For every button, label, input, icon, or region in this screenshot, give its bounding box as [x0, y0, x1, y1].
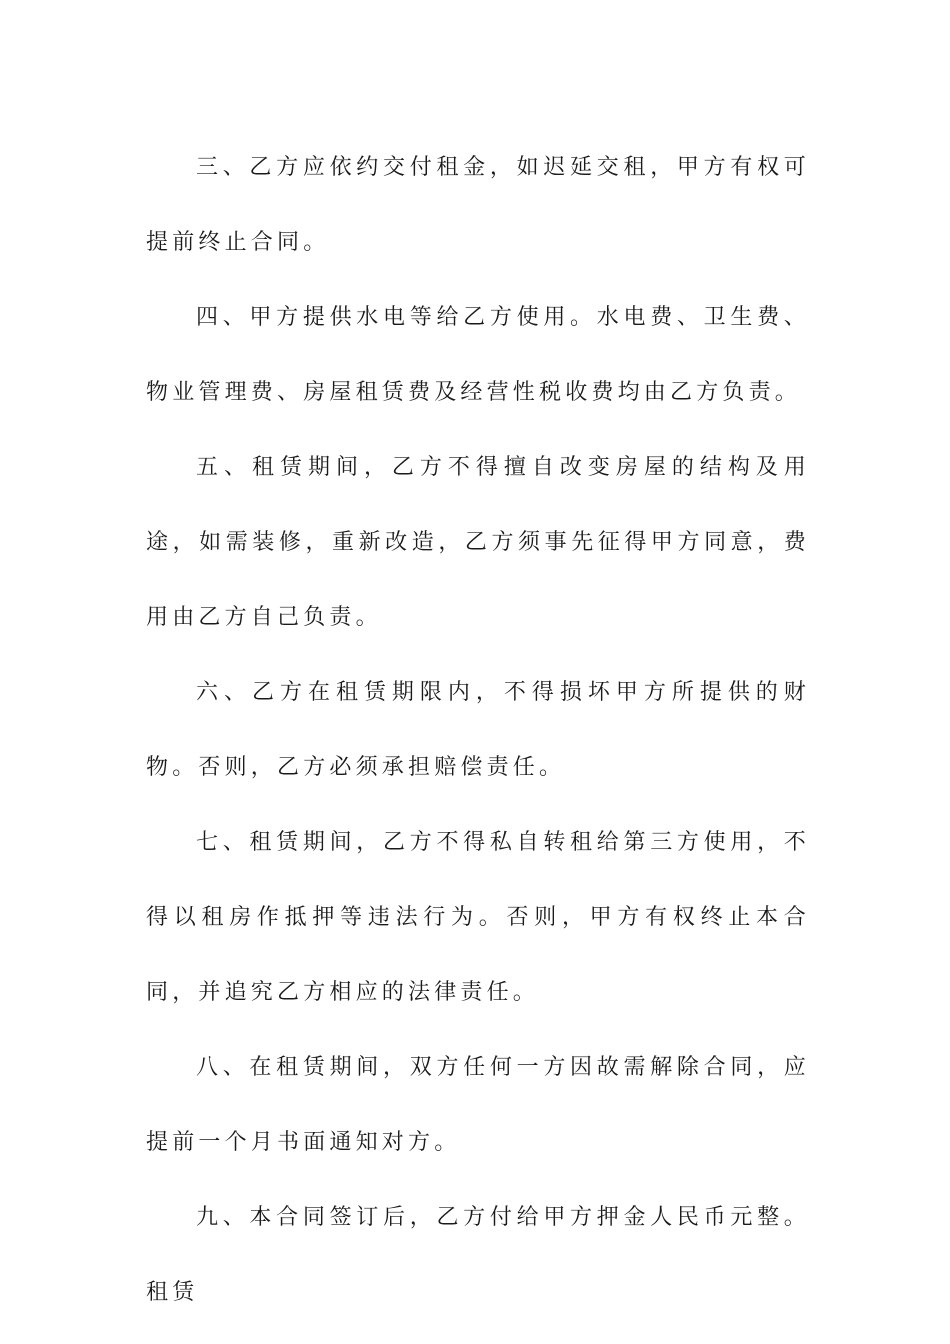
clause-6: 六、乙方在租赁期限内，不得损坏甲方所提供的财物。否则，乙方必须承担赔偿责任。 [146, 680, 810, 780]
clause-7: 七、租赁期间，乙方不得私自转租给第三方使用，不得以租房作抵押等违法行为。否则，甲方有权终止本合同，并追究乙方相应的法律责任。 [146, 830, 810, 1005]
clause-5: 五、租赁期间，乙方不得擅自改变房屋的结构及用途，如需装修，重新改造，乙方须事先征得甲方同意，费用由乙方自己负责。 [146, 455, 810, 630]
contract-body [146, 130, 810, 1330]
clause-4: 四、甲方提供水电等给乙方使用。水电费、卫生费、物业管理费、房屋租赁费及经营性税收费均由乙方负责。 [146, 305, 810, 405]
clause-9: 九、本合同签订后，乙方付给甲方押金人民币元整。租赁 [146, 1205, 810, 1305]
clause-3: 三、乙方应依约交付租金，如迟延交租，甲方有权可提前终止合同。 [146, 155, 810, 255]
clause-8: 八、在租赁期间，双方任何一方因故需解除合同，应提前一个月书面通知对方。 [146, 1055, 810, 1155]
